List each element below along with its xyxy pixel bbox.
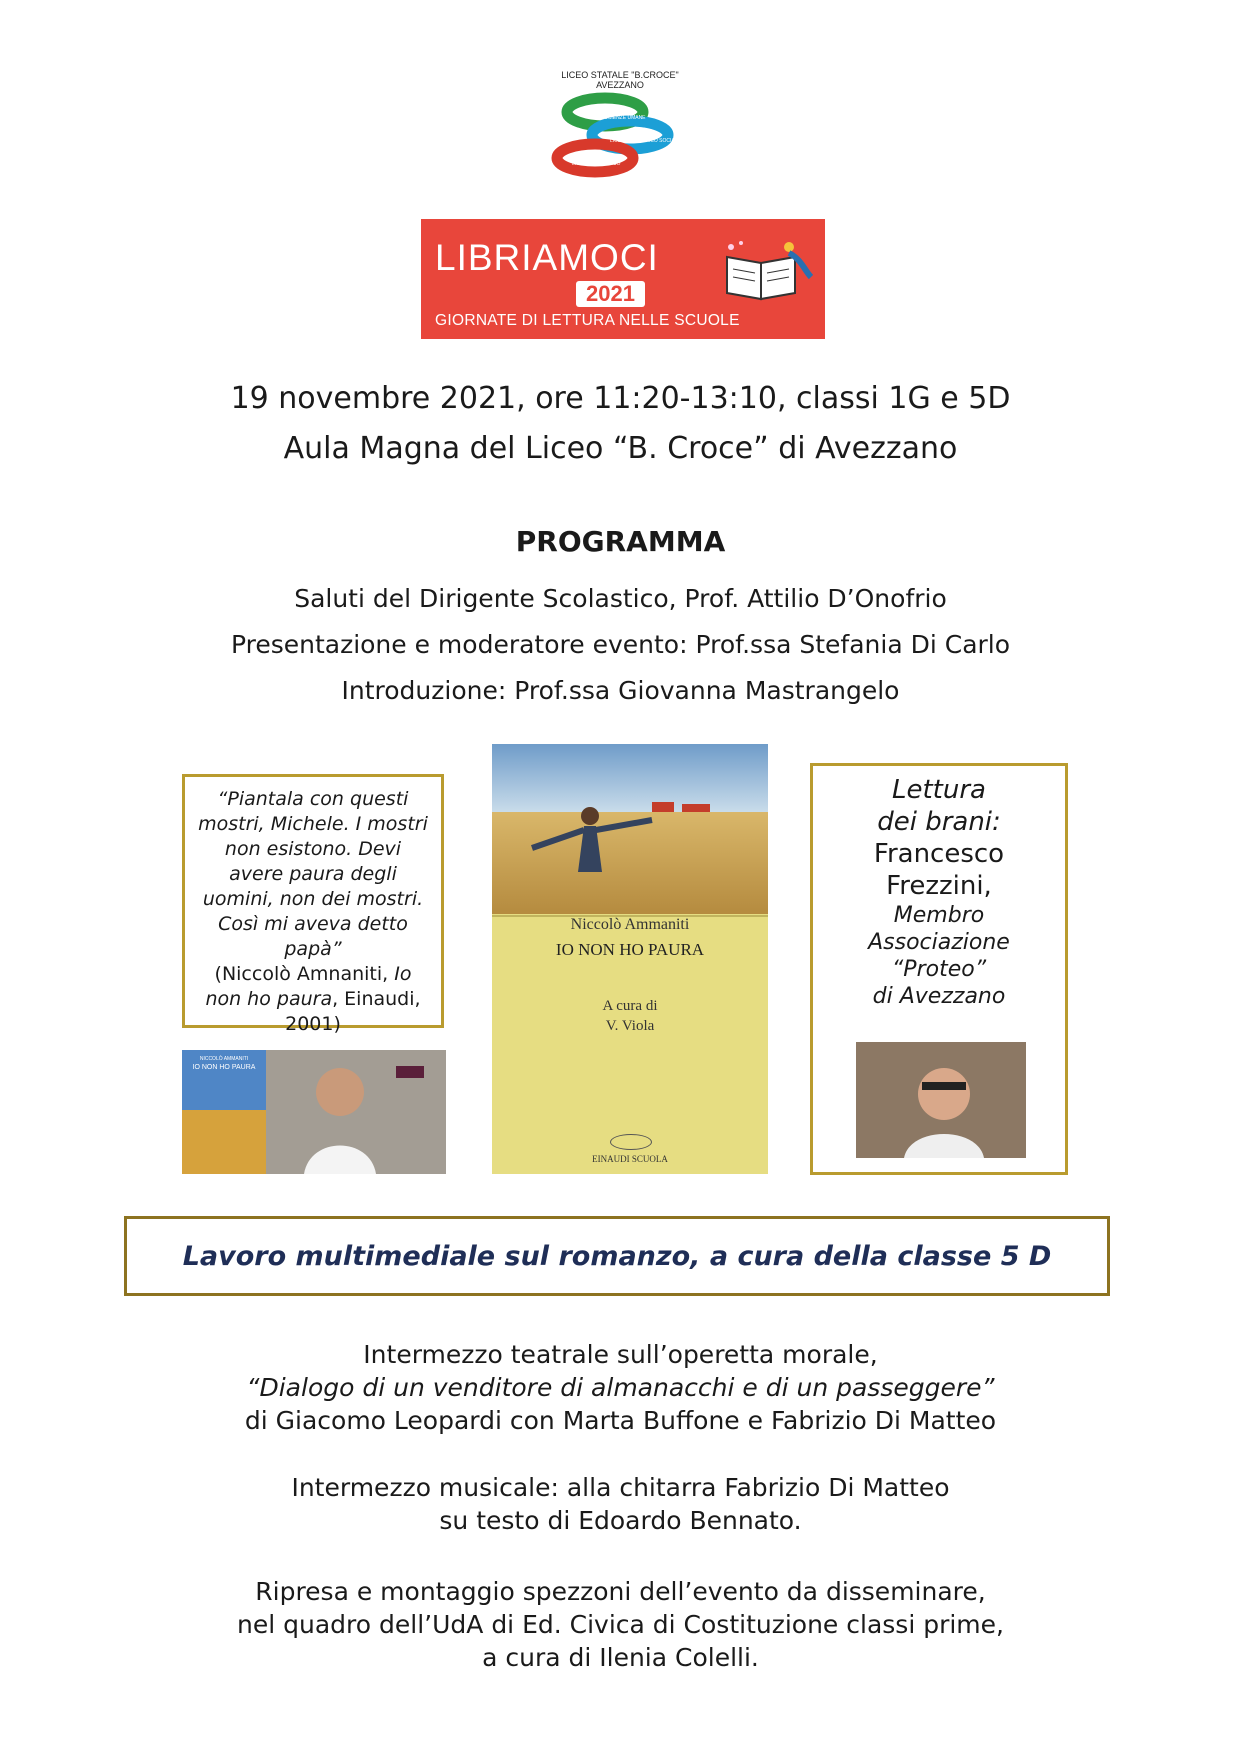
- program-title: PROGRAMMA: [515, 525, 726, 558]
- logo-school-name: LICEO STATALE "B.CROCE": [561, 70, 679, 80]
- multimedia-work-text: Lavoro multimediale sul romanzo, a cura della classe 5 D: [182, 1240, 1052, 1272]
- reader-role: “Proteo”: [891, 957, 987, 982]
- quote-source-title: Io non ho paura: [205, 963, 412, 1010]
- reader-role: di Avezzano: [872, 984, 1006, 1009]
- school-logo: [550, 70, 690, 190]
- banner-subtitle: GIORNATE DI LETTURA NELLE SCUOLE: [435, 312, 740, 329]
- program-line: Introduzione: Prof.ssa Giovanna Mastrangelo: [341, 676, 900, 705]
- banner-year: 2021: [576, 281, 645, 307]
- music-line: Intermezzo musicale: alla chitarra Fabrizio Di Matteo: [291, 1473, 950, 1502]
- event-place-line: Aula Magna del Liceo “B. Croce” di Avezzano: [283, 431, 958, 466]
- theatre-work-title: “Dialogo di un venditore di almanacchi e di un passeggere”: [246, 1373, 995, 1402]
- reader-photo: [856, 1042, 1026, 1158]
- book-cover: [492, 744, 768, 1174]
- book-title: IO NON HO PAURA: [555, 940, 705, 959]
- reader-photo-image: [856, 1042, 1026, 1158]
- author-photo: [182, 1050, 446, 1174]
- program-line: Presentazione e moderatore evento: Prof.ssa Stefania Di Carlo: [230, 630, 1011, 659]
- book-curated-label: A cura di: [602, 998, 658, 1014]
- quote-source-close: , Einaudi, 2001): [285, 988, 421, 1035]
- quote-source-open: (Niccolò Amnaniti,: [214, 963, 395, 985]
- theatre-line: Intermezzo teatrale sull’operetta morale,: [363, 1340, 878, 1369]
- quote-content: [195, 787, 431, 1037]
- recording-line: a cura di Ilenia Colelli.: [482, 1643, 759, 1672]
- reader-role: Associazione: [868, 930, 1010, 955]
- open-book-icon: [717, 237, 813, 307]
- recording-line: nel quadro dell’UdA di Ed. Civica di Costituzione classi prime,: [237, 1610, 1004, 1639]
- publisher-logo-icon: [610, 1134, 652, 1150]
- mini-book-title: IO NON HO PAURA: [192, 1064, 256, 1071]
- book-curator: V. Viola: [605, 1018, 655, 1034]
- reader-role: Membro: [893, 903, 985, 928]
- mini-book-author: NICCOLÒ AMMANITI: [199, 1056, 249, 1062]
- event-date-line: 19 novembre 2021, ore 11:20-13:10, classi 1G e 5D: [230, 381, 1011, 416]
- quote-box: [182, 774, 444, 1035]
- book-author: Niccolò Ammaniti: [570, 916, 690, 933]
- theatre-line: di Giacomo Leopardi con Marta Buffone e Fabrizio Di Matteo: [244, 1406, 997, 1435]
- logo-ring-label-1: LICEO SCIENZE UMANE: [588, 115, 646, 121]
- multimedia-work-box: [124, 1216, 1110, 1296]
- logo-rings: [550, 90, 690, 190]
- music-line: su testo di Edoardo Bennato.: [439, 1506, 802, 1535]
- logo-ring-label-2: LICEO ECONOMICO SOCIALE: [610, 138, 681, 144]
- program-line: Saluti del Dirigente Scolastico, Prof. Attilio D’Onofrio: [294, 584, 947, 613]
- reading-label: dei brani:: [877, 807, 1001, 837]
- recording-line: Ripresa e montaggio spezzoni dell’evento da disseminare,: [255, 1577, 986, 1606]
- reader-surname: Frezzini,: [886, 871, 992, 901]
- libriamoci-banner: [421, 219, 825, 339]
- logo-school-city: AVEZZANO: [596, 80, 644, 90]
- quote-text: “Piantala con questi mostri, Michele. I mostri non esistono. Devi avere paura degli uomini, non dei mostri. Così mi aveva detto papà”: [198, 788, 428, 960]
- logo-ring-label-3: LICEO LINGUISTICO: [572, 161, 621, 167]
- reader-name: Francesco: [873, 839, 1005, 869]
- reading-label: Lettura: [892, 775, 986, 805]
- book-publisher: EINAUDI SCUOLA: [592, 1154, 668, 1164]
- banner-title: LIBRIAMOCI: [435, 237, 659, 278]
